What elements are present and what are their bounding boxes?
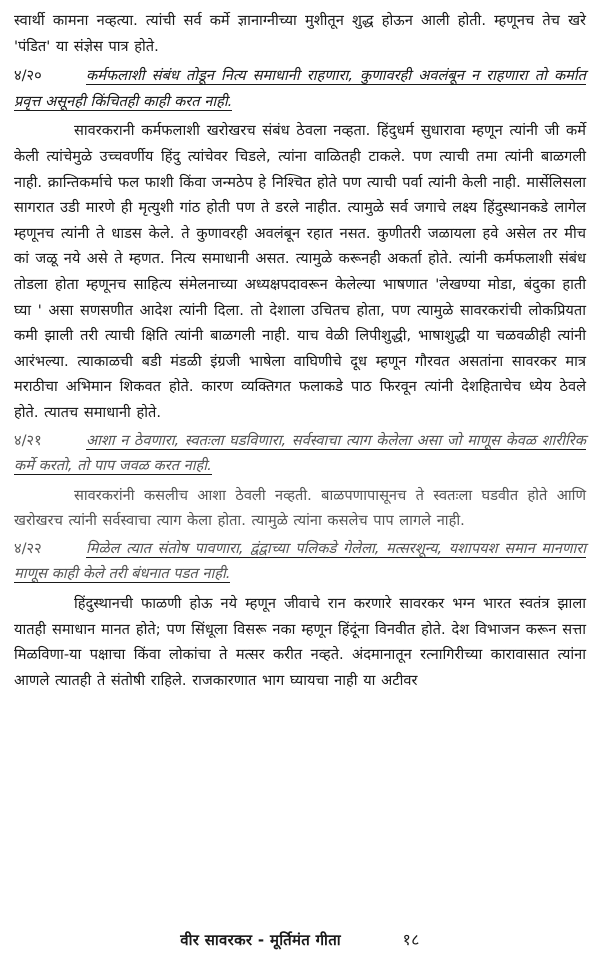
verse-number: ४/२० [14,67,42,85]
verse-4-21 [14,428,586,479]
verse-4-20 [14,63,586,114]
commentary-4-22: हिंदुस्थानची फाळणी होऊ नये म्हणून जीवाचे रान करणारे सावरकर भग्न भारत स्वतंत्र झाला यातही समाधान मानत होते; पण सिंधूला विसरू नका म्हणून हिंदूंना विनवीत होते. देश विभाजन करून सत्ता मिळविणा-या पक्षाचा किंवा लोकांचा ते मत्सर करीत नव्हते. अंदमानातून रत्नागिरीच्या कारावासात त्यांना आणले त्यातही ते संतोषी राहिले. राजकारणात भाग घ्यायचा नाही या अटीवर [14,595,586,689]
verse-number: ४/२२ [14,539,42,557]
commentary-4-21: सावरकरांनी कसलीच आशा ठेवली नव्हती. बाळपणापासूनच ते स्वतःला घडवीत होते आणि खरोखरच त्यांनी सर्वस्वाचा त्याग केला होता. त्यामुळे त्यांना कसलेच पाप लागले नाही. [14,486,586,530]
verse-text: मिळेल त्यात संतोष पावणारा, द्वंद्वाच्या पलिकडे गेलेला, मत्सरशून्य, यशापयश समान मानणारा माणूस काही केले तरी बंधनात पडत नाही. [14,539,586,583]
commentary-4-20: सावरकरानी कर्मफलाशी खरोखरच संबंध ठेवला नव्हता. हिंदुधर्म सुधारावा म्हणून त्यांनी जी कर्मे केली त्यांचेमुळे उच्चवर्णीय हिंदु त्यांचेवर चिडले, त्यांना वाळितही टाकले. पण त्याची तमा त्यांनी बाळगली नाही. क्रान्तिकर्माचे फल फाशी किंवा जन्मठेप हे निश्चित होते पण त्याची पर्वा त्यांनी केली नाही. मार्सेलिसला सागरात उडी मारणे ही मृत्युशी गांठ होती पण ते डरले नाहीत. त्यामुळे सर्व जगाचे लक्ष्य हिंदुस्थानकडे लागेल म्हणूनच त्यांनी ते धाडस केले. ते कुणावरही अवलंबून रहात नसत. कुणीतरी जळायला हवे असेल तर मीच कां जळू नये असे ते म्हणत. नित्य समाधानी असत. त्यामुळे करूनही अकर्ता होते. त्यांनी कर्मफलाशी संबंध तोडला होता म्हणूनच साहित्य संमेलनाच्या अध्यक्षपदावरून केलेल्या भाषणात 'लेखण्या मोडा, बंदुका हाती घ्या ' असा सणसणीत आदेश त्यांनी दिला. तो देशाला उचितच होता, पण त्यामुळे सावरकरांची लोकप्रियता कमी झाली तरी त्याची क्षिति त्यांनी बाळगली नाही. याच वेळी लिपीशुद्धी, भाषाशुद्धी या चळवळीही त्यांनी आरंभल्या. त्याकाळची बडी मंडळी इंग्रजी भाषेला वाघिणीचे दूध म्हणून गौरवत असतांना सावरकर मात्र मराठीचा अभिमान शिकवत होते. कारण व्यक्तिगत फलाकडे पाठ फिरवून त्यांनी देशहिताचेच ध्येय ठेवले होते. त्यातच समाधानी होते. [14,122,586,421]
verse-text: कर्मफलाशी संबंध तोडून नित्य समाधानी राहणारा, कुणावरही अवलंबून न राहणारा तो कर्मात प्रवृत्त असूनही किंचितही काही करत नाही. [14,67,586,110]
verse-text: आशा न ठेवणारा, स्वतःला घडविणारा, सर्वस्वाचा त्याग केलेला असा जो माणूस केवळ शारीरिक कर्मे करतो, तो पाप जवळ करत नाही. [14,431,586,475]
opening-paragraph: स्वार्थी कामना नव्हत्या. त्यांची सर्व कर्मे ज्ञानाग्नीच्या मुशीतून शुद्ध होऊन आली होती. म्हणूनच तेच खरे 'पंडित' या संज्ञेस पात्र होते. [14,12,586,55]
page-number: १८ [402,930,420,949]
book-title: वीर सावरकर - मूर्तिमंत गीता [180,931,341,949]
verse-number: ४/२१ [14,431,42,449]
verse-4-22 [14,536,586,587]
page-footer [0,928,600,950]
